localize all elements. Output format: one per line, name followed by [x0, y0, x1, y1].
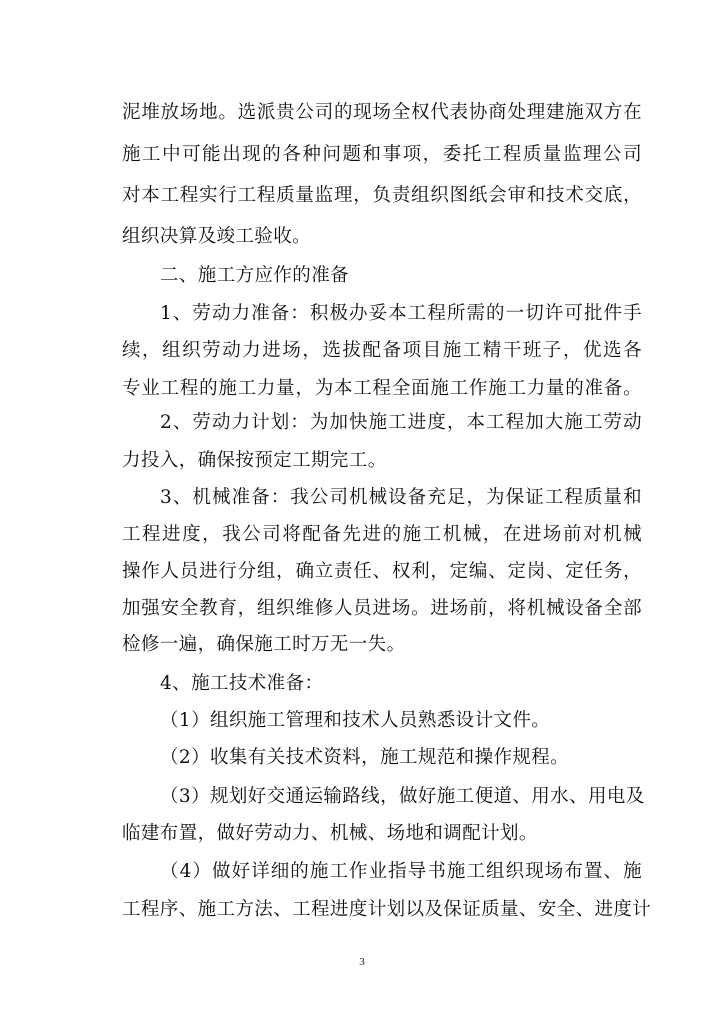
subsection-heading: 4、施工技术准备： — [160, 673, 324, 694]
list-item: （2）收集有关技术资料，施工规范和操作规程。 — [160, 747, 570, 768]
text-line: 对本工程实行工程质量监理，负责组织图纸会审和技术交底， — [122, 185, 642, 206]
text-line: 1、劳动力准备：积极办妥本工程所需的一切许可批件手 — [160, 303, 642, 324]
text-line: 施工中可能出现的各种问题和事项，委托工程质量监理公司 — [122, 144, 642, 165]
text-line: 3、机械准备：我公司机械设备充足，为保证工程质量和 — [160, 487, 642, 508]
text-line: 工程进度，我公司将配备先进的施工机械，在进场前对机械 — [122, 524, 642, 545]
text-line: 力投入，确保按预定工期完工。 — [122, 450, 387, 471]
text-line: 2、劳动力计划：为加快施工进度，本工程加大施工劳动 — [160, 412, 642, 433]
page-number: 3 — [359, 956, 365, 968]
text-line: 检修一遍，确保施工时万无一失。 — [122, 634, 406, 655]
text-line: 加强安全教育，组织维修人员进场。进场前，将机械设备全部 — [122, 598, 642, 619]
text-line: 操作人员进行分组，确立责任、权利，定编、定岗、定任务， — [122, 561, 642, 582]
list-item: （4）做好详细的施工作业指导书施工组织现场布置、施 — [160, 861, 642, 882]
text-line: 续，组织劳动力进场，选拔配备项目施工精干班子，优选各 — [122, 340, 642, 361]
list-item: （3）规划好交通运输路线，做好施工便道、用水、用电及 — [160, 786, 645, 807]
list-item: （1）组织施工管理和技术人员熟悉设计文件。 — [160, 710, 551, 731]
text-line: 泥堆放场地。选派贵公司的现场全权代表协商处理建施双方在 — [122, 102, 642, 123]
text-line: 专业工程的施工力量，为本工程全面施工作施工力量的准备。 — [122, 378, 642, 399]
text-line: 组织决算及竣工验收。 — [122, 226, 312, 247]
text-line: 临建布置，做好劳动力、机械、场地和调配计划。 — [122, 823, 538, 844]
section-heading: 二、施工方应作的准备 — [160, 265, 350, 286]
text-line: 工程序、施工方法、工程进度计划以及保证质量、安全、进度计 — [122, 899, 652, 920]
